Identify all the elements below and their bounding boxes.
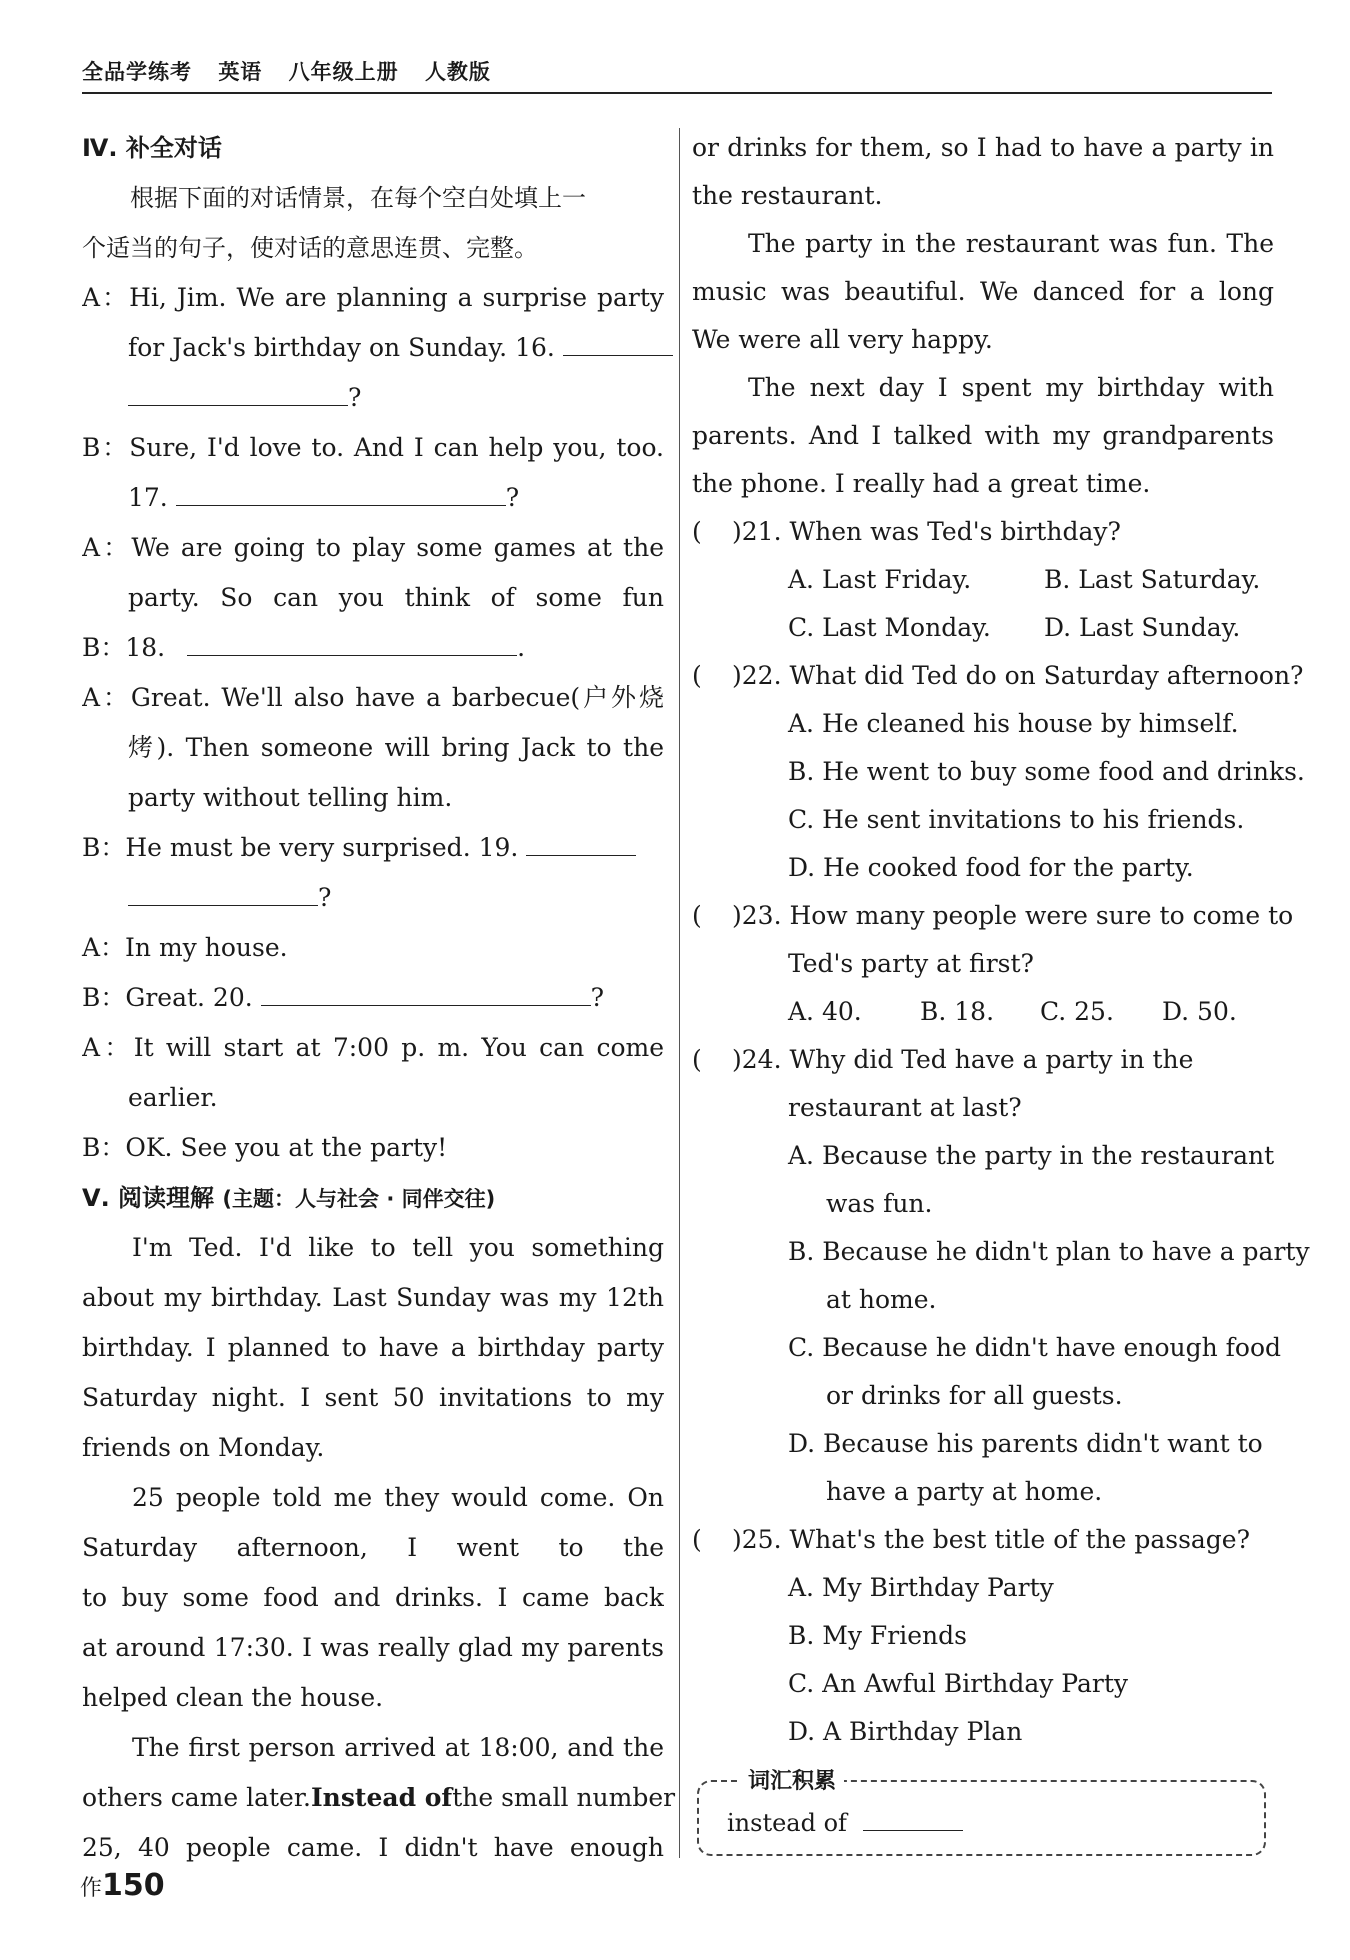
page-number xyxy=(80,1868,165,1903)
dialog-line: B：Sure, I'd love to. And I can help you, too. xyxy=(82,433,664,462)
header-edition: 人教版 xyxy=(424,60,491,84)
passage-line: the phone. I really had a great time. xyxy=(692,469,1151,498)
vocab-item xyxy=(727,1804,963,1837)
dialog-text: B：He must be very surprised. 19. xyxy=(82,833,519,862)
question-stem: )23. How many people were sure to come to xyxy=(732,901,1294,930)
option-a[interactable]: A. Last Friday. xyxy=(788,565,972,594)
question-25 xyxy=(692,1520,1250,1560)
option-a[interactable]: A. He cleaned his house by himself. xyxy=(788,709,1239,738)
section-4-instruction-1: 根据下面的对话情景，在每个空白处填上一 xyxy=(130,184,586,212)
passage-text: the small number xyxy=(452,1783,676,1812)
question-stem: )21. When was Ted's birthday? xyxy=(732,517,1121,546)
passage-line: to buy some food and drinks. I came back xyxy=(82,1583,664,1612)
passage-text: others came later. xyxy=(82,1783,311,1812)
section-4-title: Ⅳ. 补全对话 xyxy=(82,134,222,162)
dialog-text: ? xyxy=(590,983,605,1012)
passage-line: at around 17:30. I was really glad my parents xyxy=(82,1633,664,1662)
option-c[interactable]: C. An Awful Birthday Party xyxy=(788,1669,1129,1698)
dialog-line: B：OK. See you at the party! xyxy=(82,1133,448,1162)
option-c[interactable]: C. He sent invitations to his friends. xyxy=(788,805,1245,834)
column-divider xyxy=(679,128,680,1858)
dialog-line: A：In my house. xyxy=(82,933,288,962)
option-b[interactable]: B. Last Saturday. xyxy=(1044,565,1261,594)
dialog-line xyxy=(128,478,519,518)
answer-paren-23[interactable]: ( xyxy=(692,901,702,930)
option-a-cont[interactable]: was fun. xyxy=(826,1189,933,1218)
option-d-cont[interactable]: have a party at home. xyxy=(826,1477,1103,1506)
dialog-line xyxy=(82,978,604,1018)
passage-line: Saturday night. I sent 50 invitations to my xyxy=(82,1383,664,1412)
passage-line: Saturday afternoon, I went to the xyxy=(82,1533,664,1562)
passage-line: The party in the restaurant was fun. The xyxy=(748,229,1274,258)
option-b[interactable]: B. He went to buy some food and drinks. xyxy=(788,757,1305,786)
answer-blank-20[interactable] xyxy=(261,979,591,1006)
question-stem: )25. What's the best title of the passage? xyxy=(732,1525,1251,1554)
dialog-text: B：Great. 20. xyxy=(82,983,253,1012)
option-c-cont[interactable]: or drinks for all guests. xyxy=(826,1381,1123,1410)
vocab-answer-blank[interactable] xyxy=(863,1804,963,1831)
question-stem-cont: restaurant at last? xyxy=(788,1093,1022,1122)
dialog-text: 17. xyxy=(128,483,168,512)
answer-blank-18[interactable] xyxy=(187,629,517,656)
dialog-text: . xyxy=(517,633,526,662)
passage-line: The next day I spent my birthday with xyxy=(748,373,1274,402)
dialog-line xyxy=(128,878,331,918)
header-series: 全品学练考 xyxy=(82,60,192,84)
passage-line: the restaurant. xyxy=(692,181,883,210)
section-5-title-text: Ⅴ. 阅读理解 xyxy=(82,1184,215,1212)
dialog-line: 烤). Then someone will bring Jack to the xyxy=(128,733,664,762)
option-c[interactable]: C. Because he didn't have enough food xyxy=(788,1333,1282,1362)
dialog-text: ? xyxy=(348,383,362,412)
passage-line: 25 people told me they would come. On xyxy=(132,1483,664,1512)
option-d[interactable]: D. He cooked food for the party. xyxy=(788,853,1194,882)
passage-line: 25, 40 people came. I didn't have enough xyxy=(82,1833,664,1862)
dialog-line: party without telling him. xyxy=(128,783,453,812)
passage-line: birthday. I planned to have a birthday party xyxy=(82,1333,664,1362)
option-d[interactable]: D. Last Sunday. xyxy=(1044,613,1241,642)
header-rule xyxy=(82,92,1272,94)
page-header xyxy=(82,56,509,86)
dialog-line xyxy=(128,328,673,368)
section-4-instruction-2: 个适当的句子，使对话的意思连贯、完整。 xyxy=(82,234,538,262)
header-subject: 英语 xyxy=(218,60,263,84)
section-5-title xyxy=(82,1178,495,1218)
answer-blank-16a[interactable] xyxy=(563,329,673,356)
dialog-line xyxy=(82,828,636,868)
page-prefix: 作 xyxy=(80,1876,103,1901)
question-22 xyxy=(692,656,1303,696)
vocab-phrase: instead of xyxy=(727,1809,847,1837)
dialog-line xyxy=(82,628,525,668)
option-a[interactable]: A. 40. xyxy=(788,997,862,1026)
answer-blank-17[interactable] xyxy=(176,479,506,506)
question-stem: )24. Why did Ted have a party in the xyxy=(732,1045,1194,1074)
dialog-line xyxy=(128,378,361,418)
answer-paren-21[interactable]: ( xyxy=(692,517,702,546)
header-grade: 八年级上册 xyxy=(288,60,399,84)
passage-line: I'm Ted. I'd like to tell you something xyxy=(132,1233,664,1262)
passage-line: The first person arrived at 18:00, and the xyxy=(132,1733,664,1762)
question-21 xyxy=(692,512,1121,552)
passage-line xyxy=(82,1778,676,1818)
dialog-text: for Jack's birthday on Sunday. 16. xyxy=(128,333,555,362)
passage-line: about my birthday. Last Sunday was my 12th xyxy=(82,1283,664,1312)
passage-line: or drinks for them, so I had to have a party in xyxy=(692,133,1274,162)
passage-line: music was beautiful. We danced for a long xyxy=(692,277,1274,306)
dialog-text: ? xyxy=(318,883,332,912)
passage-line: friends on Monday. xyxy=(82,1433,325,1462)
option-c[interactable]: C. 25. xyxy=(1040,997,1114,1026)
answer-blank-16b[interactable] xyxy=(128,379,348,406)
option-a[interactable]: A. My Birthday Party xyxy=(788,1573,1054,1602)
question-stem: )22. What did Ted do on Saturday afternoon? xyxy=(732,661,1304,690)
option-a[interactable]: A. Because the party in the restaurant xyxy=(788,1141,1275,1170)
answer-blank-19a[interactable] xyxy=(526,829,636,856)
answer-paren-25[interactable]: ( xyxy=(692,1525,702,1554)
passage-line: helped clean the house. xyxy=(82,1683,384,1712)
option-b[interactable]: B. My Friends xyxy=(788,1621,967,1650)
answer-paren-22[interactable]: ( xyxy=(692,661,702,690)
answer-blank-19b[interactable] xyxy=(128,879,318,906)
vocab-title: 词汇积累 xyxy=(740,1764,844,1795)
option-b[interactable]: B. Because he didn't plan to have a party xyxy=(788,1237,1310,1266)
dialog-line: party. So can you think of some fun xyxy=(128,583,664,612)
section-5-topic: (主题：人与社会 · 同伴交往) xyxy=(222,1187,496,1211)
option-c[interactable]: C. Last Monday. xyxy=(788,613,991,642)
dialog-line: A：Great. We'll also have a barbecue(户外烧 xyxy=(82,683,664,712)
dialog-text: B：18. xyxy=(82,633,166,662)
dialog-line: A：Hi, Jim. We are planning a surprise party xyxy=(82,283,664,312)
option-d[interactable]: D. A Birthday Plan xyxy=(788,1717,1023,1746)
question-stem-cont: Ted's party at first? xyxy=(788,949,1034,978)
answer-paren-24[interactable]: ( xyxy=(692,1045,702,1074)
question-24 xyxy=(692,1040,1274,1080)
key-phrase: Instead of xyxy=(310,1783,453,1812)
dialog-text: ? xyxy=(505,483,520,512)
option-b[interactable]: B. 18. xyxy=(920,997,995,1026)
question-23 xyxy=(692,896,1294,936)
option-d[interactable]: D. 50. xyxy=(1162,997,1237,1026)
passage-line: We were all very happy. xyxy=(692,325,993,354)
page-number-value: 150 xyxy=(102,1868,165,1903)
dialog-line: A：We are going to play some games at the xyxy=(82,533,664,562)
dialog-line: A：It will start at 7:00 p. m. You can come xyxy=(82,1033,664,1062)
option-b-cont[interactable]: at home. xyxy=(826,1285,937,1314)
passage-line: parents. And I talked with my grandparents xyxy=(692,421,1274,450)
option-d[interactable]: D. Because his parents didn't want to xyxy=(788,1429,1263,1458)
dialog-line: earlier. xyxy=(128,1083,218,1112)
